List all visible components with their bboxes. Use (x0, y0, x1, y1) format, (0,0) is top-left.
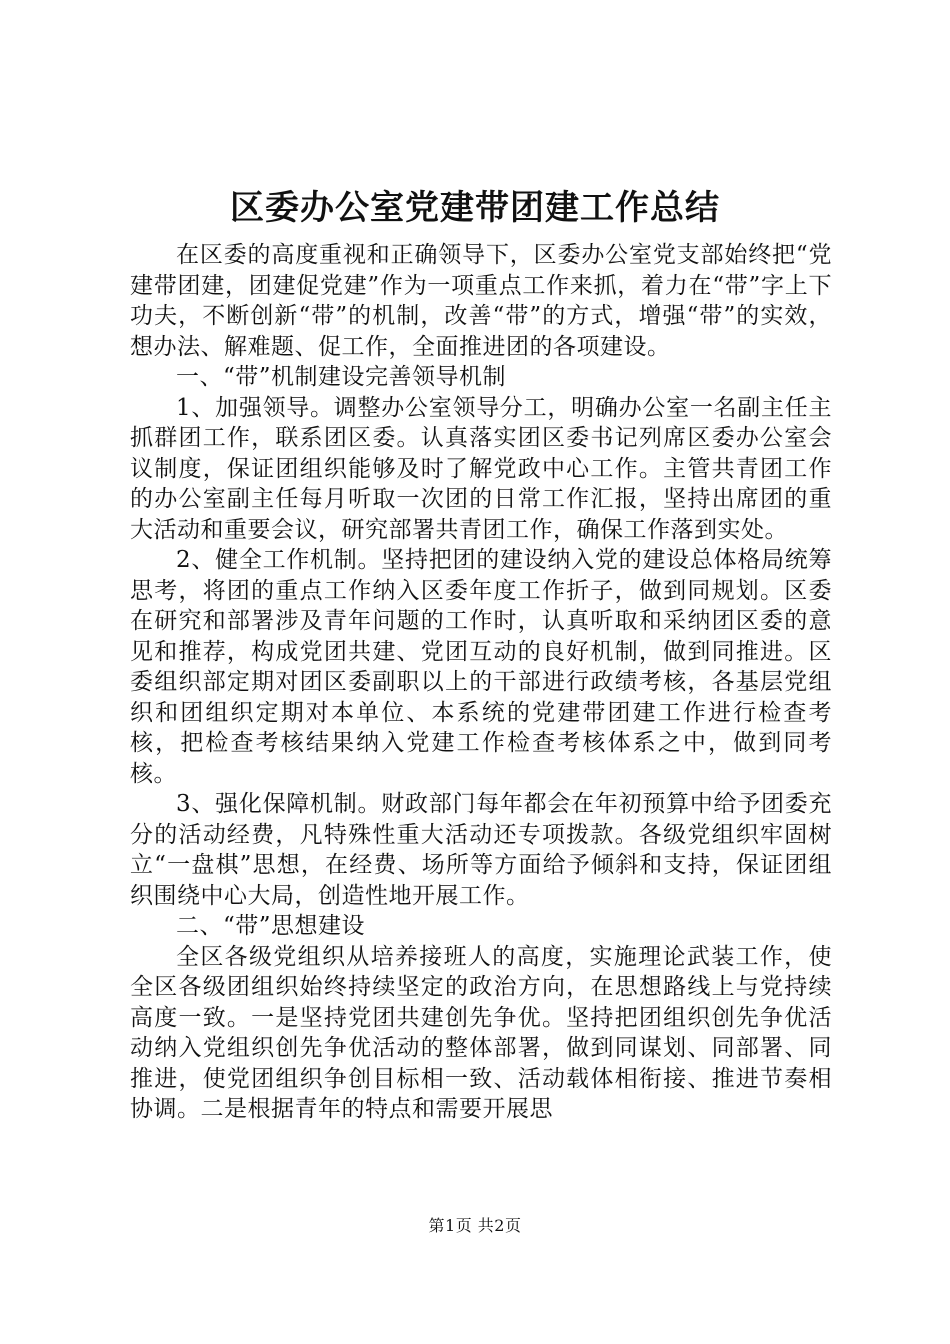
paragraph-guarantee-mechanism: 3、强化保障机制。财政部门每年都会在年初预算中给予团委充分的活动经费，凡特殊性重大活动还专项拨款。各级党组织牢固树立“一盘棋”思想，在经费、场所等方面给予倾斜和支持，保证团组织围绕中心大局，创造性地开展工作。 (130, 791, 832, 909)
section-heading-1: 一、“带”机制建设完善领导机制 (176, 364, 507, 390)
page-footer: 第1页 共2页 (428, 1216, 522, 1235)
document-body (130, 240, 832, 1125)
paragraph-intro: 在区委的高度重视和正确领导下，区委办公室党支部始终把“党建带团建，团建促党建”作为一项重点工作来抓，着力在“带”字上下功夫，不断创新“带”的机制，改善“带”的方式，增强“带”的实效，想办法、解难题、促工作，全面推进团的各项建设。 (130, 242, 832, 360)
paragraph-strengthen-leadership: 1、加强领导。调整办公室领导分工，明确办公室一名副主任主抓群团工作，联系团区委。认真落实团区委书记列席区委办公室会议制度，保证团组织能够及时了解党政中心工作。主管共青团工作的办公室副主任每月听取一次团的日常工作汇报，坚持出席团的重大活动和重要会议，研究部署共青团工作，确保工作落到实处。 (130, 394, 832, 543)
document-title: 区委办公室党建带团建工作总结 (230, 188, 720, 228)
paragraph-ideology-building: 全区各级党组织从培养接班人的高度，实施理论武装工作，使全区各级团组织始终持续坚定的政治方向，在思想路线上与党持续高度一致。一是坚持党团共建创先争优。坚持把团组织创先争优活动纳入党组织创先争优活动的整体部署，做到同谋划、同部署、同推进，使党团组织争创目标相一致、活动载体相衔接、推进节奏相协调。二是根据青年的特点和需要开展思 (130, 943, 832, 1122)
paragraph-work-mechanism: 2、健全工作机制。坚持把团的建设纳入党的建设总体格局统筹思考，将团的重点工作纳入区委年度工作折子，做到同规划。区委在研究和部署涉及青年问题的工作时，认真听取和采纳团区委的意见和推荐，构成党团共建、党团互动的良好机制，做到同推进。区委组织部定期对团区委副职以上的干部进行政绩考核，各基层党组织和团组织定期对本单位、本系统的党建带团建工作进行检查考核，把检查考核结果纳入党建工作检查考核体系之中，做到同考核。 (130, 547, 832, 787)
section-heading-2: 二、“带”思想建设 (176, 913, 366, 939)
